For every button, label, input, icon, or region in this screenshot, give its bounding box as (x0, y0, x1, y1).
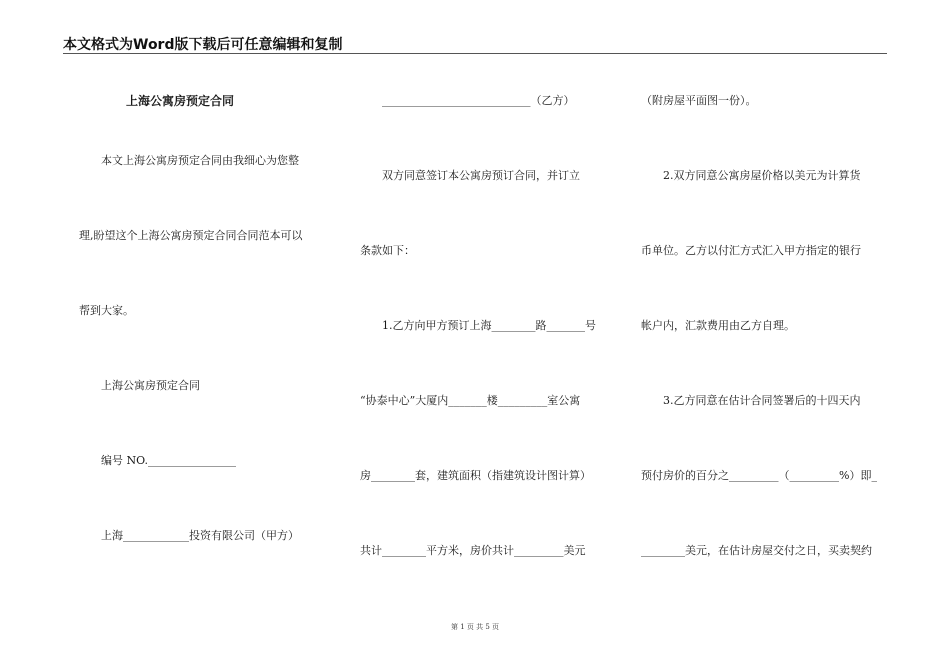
clause-2-line: 2.双方同意公寓房屋价格以美元为计算货 (663, 169, 861, 182)
header-divider (63, 53, 887, 54)
party-b-line: ___________________________（乙方） (382, 94, 575, 107)
clause-1-line: “协泰中心”大厦内_______楼_________室公寓 (360, 394, 581, 407)
clause-1-line: 共计________平方米，房价共计_________美元 (360, 544, 586, 557)
clause-2-line: 帐户内，汇款费用由乙方自理。 (641, 319, 795, 332)
paragraph-line: 条款如下： (360, 244, 415, 257)
party-a-line: 上海____________投资有限公司（甲方） (101, 529, 299, 542)
document-header: 本文格式为Word版下载后可任意编辑和复制 (63, 37, 343, 53)
clause-1-line: 1.乙方向甲方预订上海________路_______号 (382, 319, 596, 332)
contract-number: 编号 NO.________________ (101, 454, 236, 467)
clause-2-line: 币单位。乙方以付汇方式汇入甲方指定的银行 (641, 244, 861, 257)
paragraph-line: 帮到大家。 (79, 304, 134, 317)
clause-1-line: 房________套，建筑面积（指建筑设计图计算） (360, 469, 591, 482)
page-footer: 第 1 页 共 5 页 (450, 623, 500, 631)
paragraph-line: 本文上海公寓房预定合同由我细心为您整 (101, 154, 299, 167)
document-title: 上海公寓房预定合同 (126, 94, 235, 108)
paragraph-line: 双方同意签订本公寓房预订合同，并订立 (382, 169, 580, 182)
clause-3-line: 预付房价的百分之_________（_________%）即_ (641, 469, 877, 482)
clause-3-line: 3.乙方同意在估计合同签署后的十四天内 (663, 394, 861, 407)
paragraph-line: 理,盼望这个上海公寓房预定合同合同范本可以 (79, 229, 303, 242)
contract-heading: 上海公寓房预定合同 (101, 379, 200, 392)
clause-3-line: ________美元，在估计房屋交付之日，买卖契约 (641, 544, 872, 557)
paragraph-line: （附房屋平面图一份）。 (641, 94, 757, 107)
